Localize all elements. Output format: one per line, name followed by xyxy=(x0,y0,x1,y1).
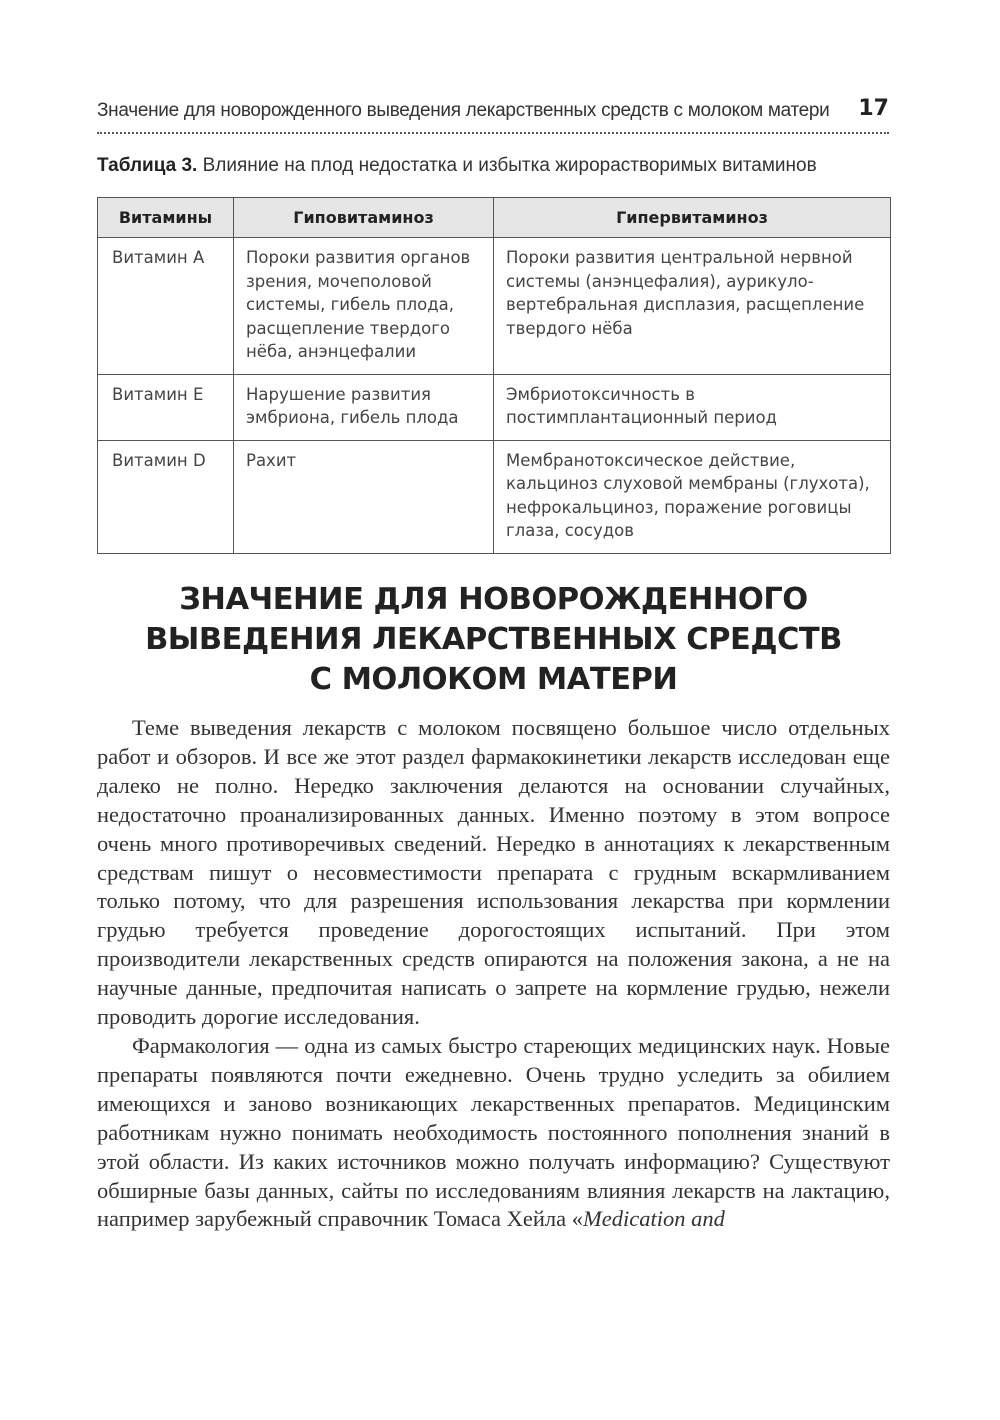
paragraph-text: Фармакология — одна из самых быстро стареющих медицинских наук. Новые препараты появляются почти ежедневно. Очень трудно уследить за обилием имеющихся и заново возникающих лекарственных препаратов. Медицинским работникам нужно понимать необходимость постоянного пополнения знаний в этой области. Из каких источников можно получать информацию? Существуют обширные базы данных, сайты по исследованиям влияния лекарств на лактацию, например зарубежный справочник Томаса Хейла « xyxy=(97,1032,890,1232)
column-header-vitamins: Витамины xyxy=(98,198,234,238)
table-cell-hypo: Рахит xyxy=(234,440,494,553)
table-cell-hyper: Пороки развития центральной нервной системы (анэнцефалия), аурикуло-вертебральная дисплазия, расщепление твердого нёба xyxy=(494,238,891,375)
section-heading-line: С МОЛОКОМ МАТЕРИ xyxy=(309,662,678,697)
table-cell-hypo: Пороки развития органов зрения, мочеполовой системы, гибель плода, расщепление твердого нёба, анэнцефалии xyxy=(234,238,494,375)
table-cell-hyper: Эмбриотоксичность в постимплантационный период xyxy=(494,374,891,440)
table-cell-vitamin: Витамин D xyxy=(98,440,234,553)
page-number: 17 xyxy=(858,96,889,121)
table-caption xyxy=(97,155,817,177)
table-cell-hyper: Мембранотоксическое действие, кальциноз слуховой мембраны (глухота), нефрокальциноз, поражение роговицы глаза, сосудов xyxy=(494,440,891,553)
running-header xyxy=(97,98,889,134)
table-row xyxy=(98,440,891,553)
paragraph: Теме выведения лекарств с молоком посвящено большое число отдельных работ и обзоров. И все же этот раздел фармакокинетики лекарств исследован еще далеко не полно. Нередко заключения делаются на основании случайных, недостаточно проанализированных данных. Именно поэтому в этом вопросе очень много противоречивых сведений. Нередко в аннотациях к лекарственным средствам пишут о несовместимости препарата с грудным вскармливанием только потому, что для разрешения использования лекарства при кормлении грудью требуется проведение дорогостоящих испытаний. При этом производители лекарственных средств опираются на положения закона, а не на научные данные, предпочитая написать о запрете на кормление грудью, нежели проводить дорогие исследования. xyxy=(97,715,890,1030)
running-title: Значение для новорожденного выведения лекарственных средств с молоком матери xyxy=(97,100,830,121)
section-heading xyxy=(97,580,890,700)
section-heading-line: ЗНАЧЕНИЕ ДЛЯ НОВОРОЖДЕННОГО xyxy=(179,582,808,617)
section-heading-line: ВЫВЕДЕНИЯ ЛЕКАРСТВЕННЫХ СРЕДСТВ xyxy=(145,622,842,657)
table-caption-text: Влияние на плод недостатка и избытка жирорастворимых витаминов xyxy=(197,155,817,176)
table-header-row xyxy=(98,198,891,238)
table-cell-vitamin: Витамин Е xyxy=(98,374,234,440)
table-row xyxy=(98,374,891,440)
vitamins-table xyxy=(97,197,891,554)
table-row xyxy=(98,238,891,375)
table-cell-hypo: Нарушение развития эмбриона, гибель плода xyxy=(234,374,494,440)
body-text xyxy=(97,714,890,1234)
table-caption-label: Таблица 3. xyxy=(97,155,198,176)
table-cell-vitamin: Витамин А xyxy=(98,238,234,375)
book-title-italic: Medication and xyxy=(583,1206,725,1232)
column-header-hypervitaminosis: Гипервитаминоз xyxy=(494,198,891,238)
column-header-hypovitaminosis: Гиповитаминоз xyxy=(234,198,494,238)
paragraph xyxy=(97,1032,890,1234)
